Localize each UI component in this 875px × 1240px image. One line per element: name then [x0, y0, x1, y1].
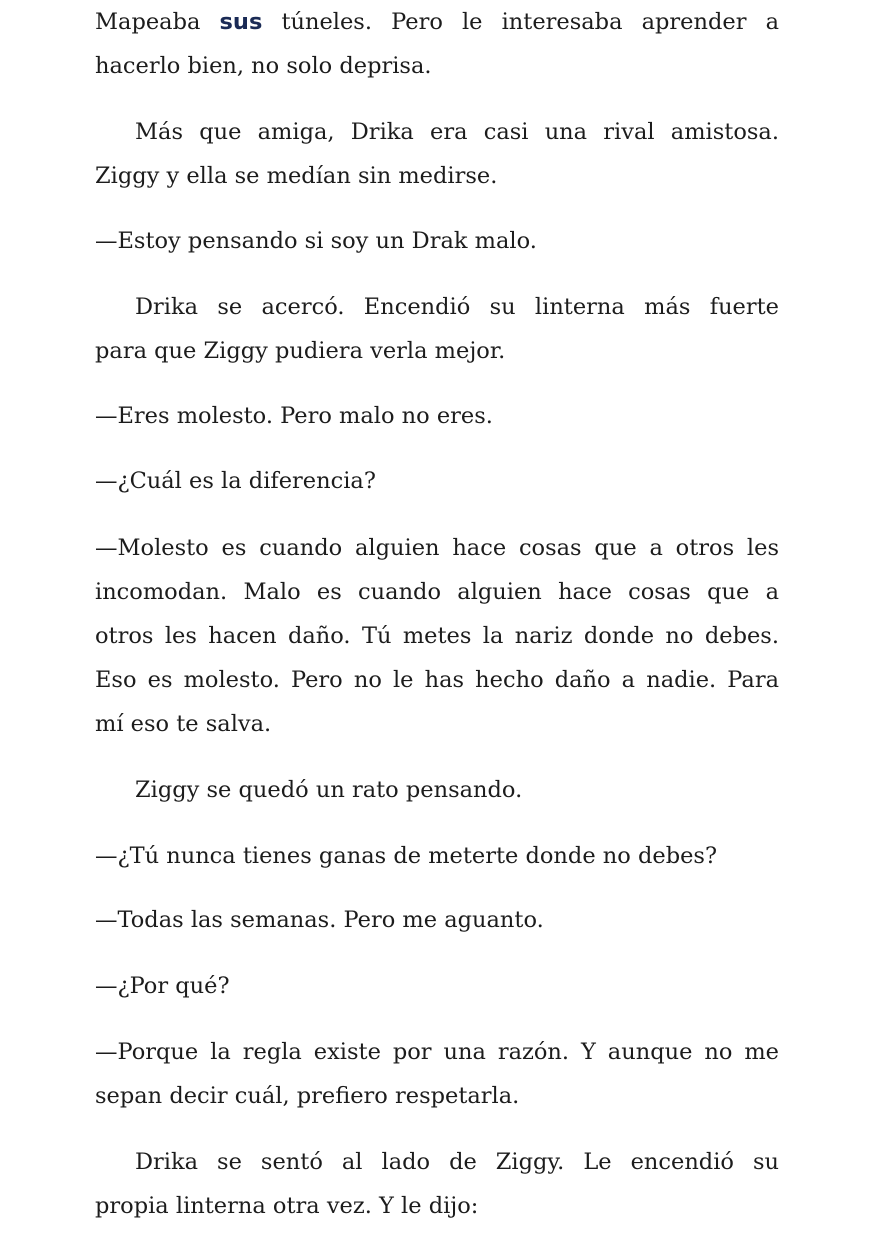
paragraph-3 [95, 219, 779, 263]
paragraph-2-line-1: Más que amiga, Drika era casi una rival amistosa. [135, 119, 779, 145]
paragraph-2 [95, 110, 779, 198]
dialogue-line: —Estoy pensando si soy un Drak malo. [95, 228, 537, 254]
dialogue-line: —¿Tú nunca tienes ganas de meterte donde no debes? [95, 843, 718, 869]
paragraph-4-line-1: Drika se acercó. Encendió su linterna más fuerte [135, 294, 779, 320]
paragraph-13-line-2: propia linterna otra vez. Y le dijo: [95, 1193, 479, 1219]
paragraph-7-line-4: Eso es molesto. Pero no le has hecho daño a nadie. Para [95, 667, 779, 693]
paragraph-9 [95, 834, 779, 878]
paragraph-4-line-2: para que Ziggy pudiera verla mejor. [95, 338, 506, 364]
paragraph-1-line-1 [95, 0, 779, 44]
paragraph-1-text-start: Mapeaba [95, 9, 220, 35]
paragraph-4 [95, 285, 779, 373]
dialogue-line: —¿Por qué? [95, 973, 230, 999]
paragraph-8 [95, 768, 779, 812]
paragraph-12-line-2: sepan decir cuál, prefiero respetarla. [95, 1083, 520, 1109]
dialogue-line: —¿Cuál es la diferencia? [95, 468, 376, 494]
paragraph-7-line-1: —Molesto es cuando alguien hace cosas que a otros les [95, 535, 779, 561]
highlighted-word: sus [219, 9, 263, 35]
paragraph-12 [95, 1030, 779, 1118]
paragraph-2-line-2: Ziggy y ella se medían sin medirse. [95, 163, 498, 189]
narration-line: Ziggy se quedó un rato pensando. [135, 777, 523, 803]
paragraph-11 [95, 964, 779, 1008]
dialogue-line: —Eres molesto. Pero malo no eres. [95, 403, 493, 429]
paragraph-13-line-1: Drika se sentó al lado de Ziggy. Le encendió su [135, 1149, 779, 1175]
paragraph-7-line-2: incomodan. Malo es cuando alguien hace cosas que a [95, 579, 779, 605]
paragraph-10 [95, 898, 779, 942]
paragraph-1-line-2: hacerlo bien, no solo deprisa. [95, 53, 432, 79]
paragraph-7 [95, 526, 779, 746]
paragraph-7-line-3: otros les hacen daño. Tú metes la nariz donde no debes. [95, 623, 779, 649]
dialogue-line: —Todas las semanas. Pero me aguanto. [95, 907, 544, 933]
paragraph-6 [95, 459, 779, 503]
paragraph-7-line-5: mí eso te salva. [95, 711, 272, 737]
paragraph-5 [95, 394, 779, 438]
paragraph-1-text-end: túneles. Pero le interesaba aprender a [262, 9, 779, 35]
paragraph-1 [95, 0, 779, 88]
paragraph-13 [95, 1140, 779, 1228]
paragraph-12-line-1: —Porque la regla existe por una razón. Y aunque no me [95, 1039, 779, 1065]
